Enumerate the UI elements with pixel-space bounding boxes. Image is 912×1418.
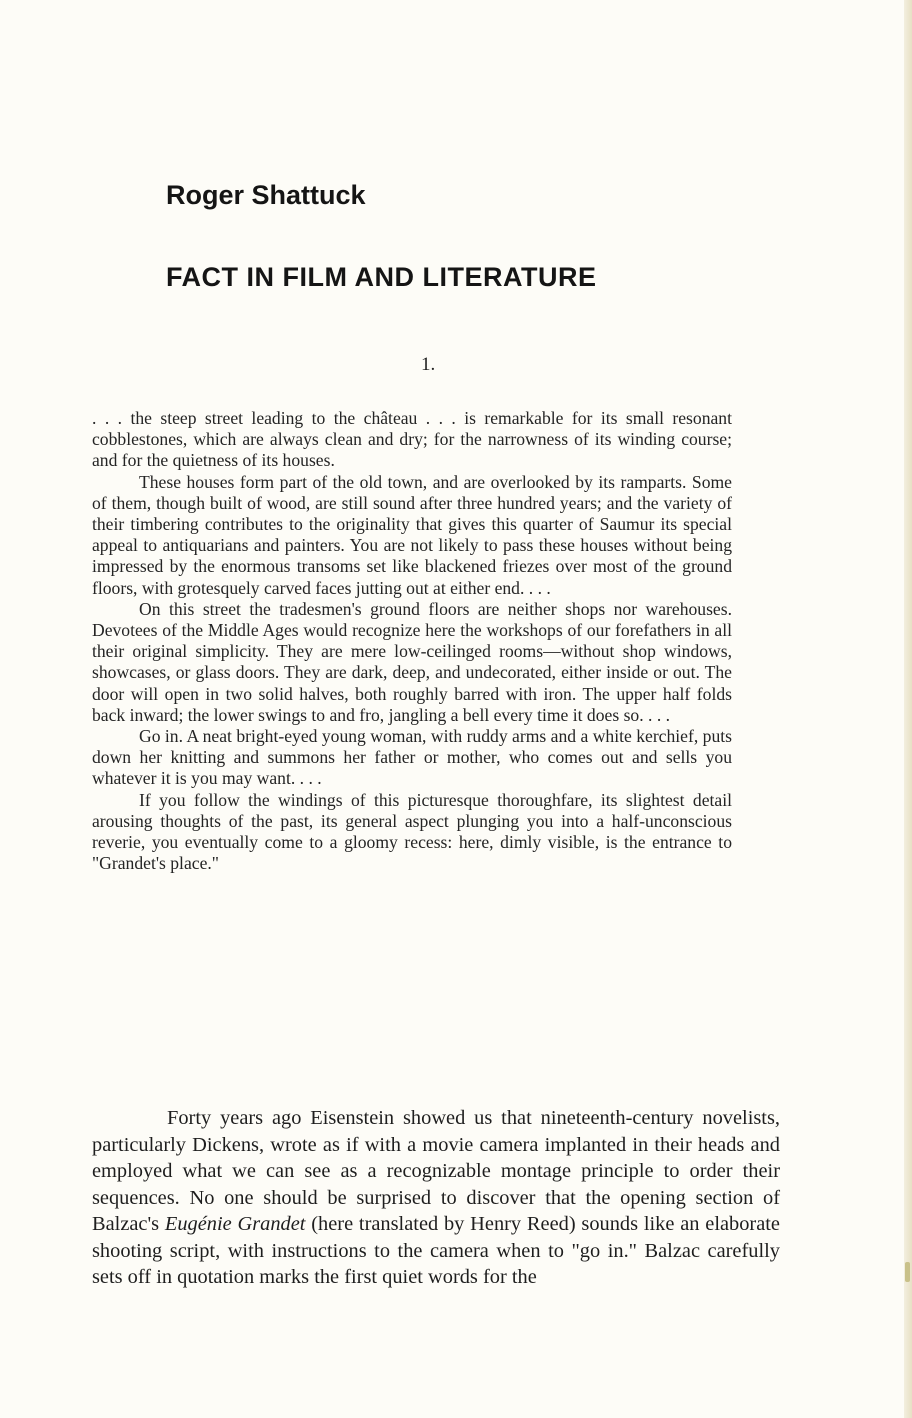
book-title: Eugénie Grandet (164, 1213, 306, 1235)
excerpt-paragraph: Go in. A neat bright-eyed young woman, with ruddy arms and a white kerchief, puts down her knitting and summons her father or mother, who comes out and sells you whatever it is you may want. . . . (92, 726, 732, 789)
author-name: Roger Shattuck (166, 180, 366, 210)
essay-text: Forty years ago Eisenstein showed us that nineteenth-century novelists, particularly Dickens, wrote as if with a movie camera implanted in their heads and employed what we can see as a recognizable montage principle to order their sequences. No one should be surprised to discover that the opening section of Balzac's (92, 1107, 780, 1235)
essay-title: FACT IN FILM AND LITERATURE (166, 262, 597, 292)
excerpt-paragraph: These houses form part of the old town, and are overlooked by its ramparts. Some of them, though built of wood, are still sound after three hundred years; and the variety of their timbering contributes to the originality that gives this quarter of Saumur its special appeal to antiquarians and painters. You are not likely to pass these houses without being impressed by the enormous transoms set like blackened friezes over most of the ground floors, with grotesquely carved faces jutting out at either end. . . . (92, 471, 732, 598)
section-number: 1. (421, 354, 436, 375)
essay-paragraph (92, 1105, 780, 1291)
quoted-excerpt (92, 408, 732, 874)
excerpt-paragraph: On this street the tradesmen's ground floors are neither shops nor warehouses. Devotees of the Middle Ages would recognize here the workshops of our forefathers in all their original simplicity. They are mere low-ceilinged rooms—without shop windows, showcases, or glass doors. They are dark, deep, and undecorated, either inside or out. The door will open in two solid halves, both roughly barred with iron. The upper half folds back inward; the lower swings to and fro, jangling a bell every time it does so. . . . (92, 598, 732, 725)
page-mark (905, 1262, 910, 1282)
excerpt-paragraph: . . . the steep street leading to the château . . . is remarkable for its small resonant cobblestones, which are always clean and dry; for the narrowness of its winding course; and for the quietness of its houses. (92, 408, 732, 471)
page-edge (904, 0, 912, 1418)
excerpt-paragraph: If you follow the windings of this picturesque thoroughfare, its slightest detail arousing thoughts of the past, its general aspect plunging you into a half-unconscious reverie, you eventually come to a gloomy recess: here, dimly visible, is the entrance to "Grandet's place." (92, 789, 732, 874)
essay-text: (here translated by Henry Reed) sounds like an elaborate shooting script, with instructions to the camera when to "go in." Balzac carefully sets off in quotation marks the first quiet words for the (92, 1213, 780, 1288)
essay-body (92, 1105, 780, 1291)
